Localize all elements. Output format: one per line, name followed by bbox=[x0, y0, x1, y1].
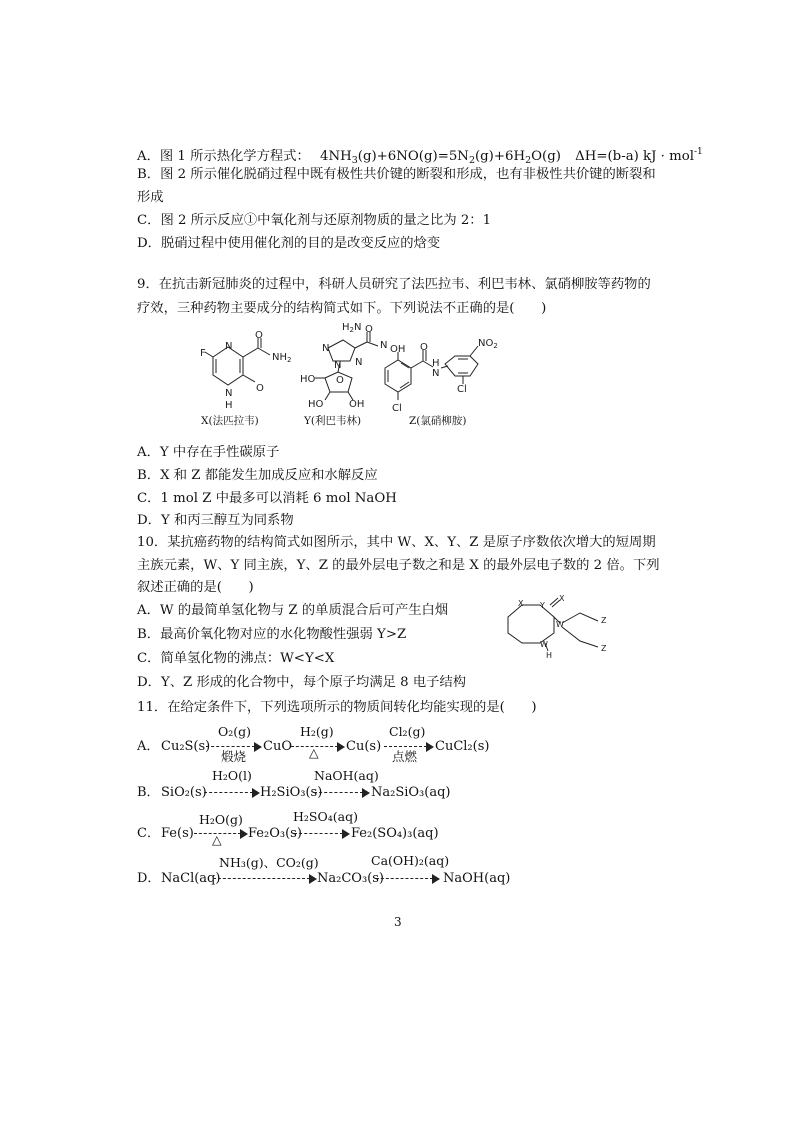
reaction-arrow bbox=[294, 827, 350, 841]
q9-option-d: D．Y 和丙三醇互为同系物 bbox=[137, 513, 294, 528]
condition-bottom: 点燃 bbox=[392, 749, 418, 764]
q10-stem-line2: 主族元素，W、Y 同主族，Y、Z 的最外层电子数之和是 X 的最外层电子数的 2 倍。下列 bbox=[137, 558, 660, 573]
q10-option-d: D．Y、Z 形成的化合物中，每个原子均满足 8 电子结构 bbox=[137, 675, 467, 690]
species: Fe(s) bbox=[161, 826, 194, 841]
condition-top: Ca(OH)₂(aq) bbox=[371, 853, 450, 868]
atom-w: W bbox=[556, 620, 564, 629]
q10-option-a: A．W 的最简单氢化物与 Z 的单质混合后可产生白烟 bbox=[137, 603, 449, 618]
species: H₂SiO₃(s) bbox=[260, 785, 323, 800]
q9-stem-line1: 9．在抗击新冠肺炎的过程中，科研人员研究了法匹拉韦、利巴韦林、氯硝柳胺等药物的 bbox=[137, 277, 651, 292]
species: Cu₂S(s) bbox=[161, 739, 211, 754]
q8-option-b-line1: B．图 2 所示催化脱硝过程中既有极性共价键的断裂和形成，也有非极性共价键的断裂和 bbox=[137, 167, 656, 182]
atom-x: X bbox=[518, 599, 524, 608]
atom-ho: HO bbox=[300, 374, 316, 385]
species: CuCl₂(s) bbox=[435, 739, 490, 754]
q9-option-a: A．Y 中存在手性碳原子 bbox=[137, 445, 280, 460]
atom-ho: HO bbox=[308, 399, 324, 410]
atom-x: X bbox=[559, 594, 565, 603]
atom-f: F bbox=[200, 348, 206, 359]
atom-oh: OH bbox=[349, 399, 365, 410]
caption-y: Y(利巴韦林) bbox=[304, 415, 362, 427]
atom-cl: Cl bbox=[457, 384, 467, 395]
species: Fe₂O₃(s) bbox=[248, 826, 302, 841]
reaction-arrow bbox=[213, 872, 317, 886]
q11-stem: 11．在给定条件下，下列选项所示的物质间转化均能实现的是( ) bbox=[137, 700, 537, 715]
species: Fe₂(SO₄)₃(aq) bbox=[351, 826, 439, 841]
atom-z: Z bbox=[601, 616, 607, 625]
q9-option-b: B．X 和 Z 都能发生加成反应和水解反应 bbox=[137, 468, 378, 483]
q8-a-equation: $4NH_3(g)+6NO(g)=5N_2(g)+6H_2O(g)$ bbox=[320, 149, 561, 166]
condition-top: H₂O(l) bbox=[212, 768, 252, 783]
species: Na₂SiO₃(aq) bbox=[371, 785, 451, 800]
atom-o: O bbox=[256, 383, 264, 394]
atom-z: Z bbox=[601, 644, 607, 653]
atom-o: O bbox=[420, 342, 428, 353]
atom-h: H bbox=[225, 400, 233, 411]
condition-top: NaOH(aq) bbox=[314, 768, 379, 783]
q8-option-d: D．脱硝过程中使用催化剂的目的是改变反应的焓变 bbox=[137, 236, 441, 251]
q8-option-a: A．图 1 所示热化学方程式： $4NH_3(g)+6NO(g)=5N_2(g)+6H_2O(g)$ ΔH=(b-a) kJ · mol$^{-1}$ bbox=[137, 147, 703, 166]
caption-x: X(法匹拉韦) bbox=[201, 415, 259, 427]
species: NaCl(aq) bbox=[161, 871, 221, 886]
condition-top: H₂SO₄(aq) bbox=[293, 809, 358, 824]
atom-o: O bbox=[336, 375, 344, 386]
condition-bottom: △ bbox=[309, 745, 319, 760]
reaction-arrow bbox=[204, 786, 260, 800]
atom-n: N bbox=[225, 341, 233, 352]
atom-n: N bbox=[334, 360, 342, 371]
caption-z: Z(氯硝柳胺) bbox=[409, 415, 467, 427]
species: CuO bbox=[263, 739, 292, 754]
atom-cl: Cl bbox=[392, 403, 402, 414]
atom-n: N bbox=[380, 340, 388, 351]
atom-h: H bbox=[546, 651, 553, 660]
atom-n: N bbox=[225, 388, 233, 399]
atom-w: W bbox=[540, 640, 548, 649]
species: NaOH(aq) bbox=[443, 871, 511, 886]
q9-option-c: C．1 mol Z 中最多可以消耗 6 mol NaOH bbox=[137, 491, 397, 506]
q10-option-b: B．最高价氧化物对应的水化物酸性强弱 Y>Z bbox=[137, 627, 407, 642]
atom-oh: OH bbox=[390, 344, 406, 355]
species: SiO₂(s) bbox=[161, 785, 207, 800]
condition-top: H₂O(g) bbox=[199, 812, 243, 827]
condition-bottom: △ bbox=[212, 832, 222, 847]
condition-top: H₂(g) bbox=[300, 724, 334, 739]
q9-stem-line2: 疗效，三种药物主要成分的结构简式如下。下列说法不正确的是( ) bbox=[137, 301, 547, 316]
q10-stem-line1: 10．某抗癌药物的结构简式如图所示，其中 W、X、Y、Z 是原子序数依次增大的短周期 bbox=[137, 535, 656, 550]
reaction-arrow bbox=[314, 786, 370, 800]
atom-h2n: $H_2N$ bbox=[342, 322, 362, 334]
reaction-arrow bbox=[376, 872, 440, 886]
page-number: 3 bbox=[394, 915, 402, 929]
q8-a-enthalpy: ΔH=(b-a) kJ · mol$^{-1}$ bbox=[575, 147, 703, 164]
q10-stem-line3: 叙述正确的是( ) bbox=[137, 580, 254, 595]
atom-y: Y bbox=[540, 601, 545, 610]
atom-n: N bbox=[432, 368, 440, 379]
species: Cu(s) bbox=[346, 739, 382, 754]
q8-option-c: C．图 2 所示反应①中氧化剂与还原剂物质的量之比为 2：1 bbox=[137, 213, 492, 228]
atom-o: O bbox=[365, 324, 373, 335]
condition-top: Cl₂(g) bbox=[389, 724, 426, 739]
q10-option-c: C．简单氢化物的沸点：W<Y<X bbox=[137, 651, 335, 666]
q8-option-b-line2: 形成 bbox=[137, 190, 164, 205]
atom-no2: $NO_2$ bbox=[478, 338, 498, 350]
atom-o: O bbox=[255, 330, 263, 341]
species: Na₂CO₃(s) bbox=[317, 871, 384, 886]
atom-n: N bbox=[355, 357, 363, 368]
atom-n: N bbox=[322, 343, 330, 354]
atom-nh2: $NH_2$ bbox=[272, 352, 292, 364]
condition-top: NH₃(g)、CO₂(g) bbox=[219, 855, 319, 870]
condition-top: O₂(g) bbox=[218, 724, 252, 739]
q10-structure bbox=[500, 593, 660, 663]
condition-bottom: 煅烧 bbox=[221, 749, 247, 764]
atom-h: H bbox=[432, 358, 440, 369]
